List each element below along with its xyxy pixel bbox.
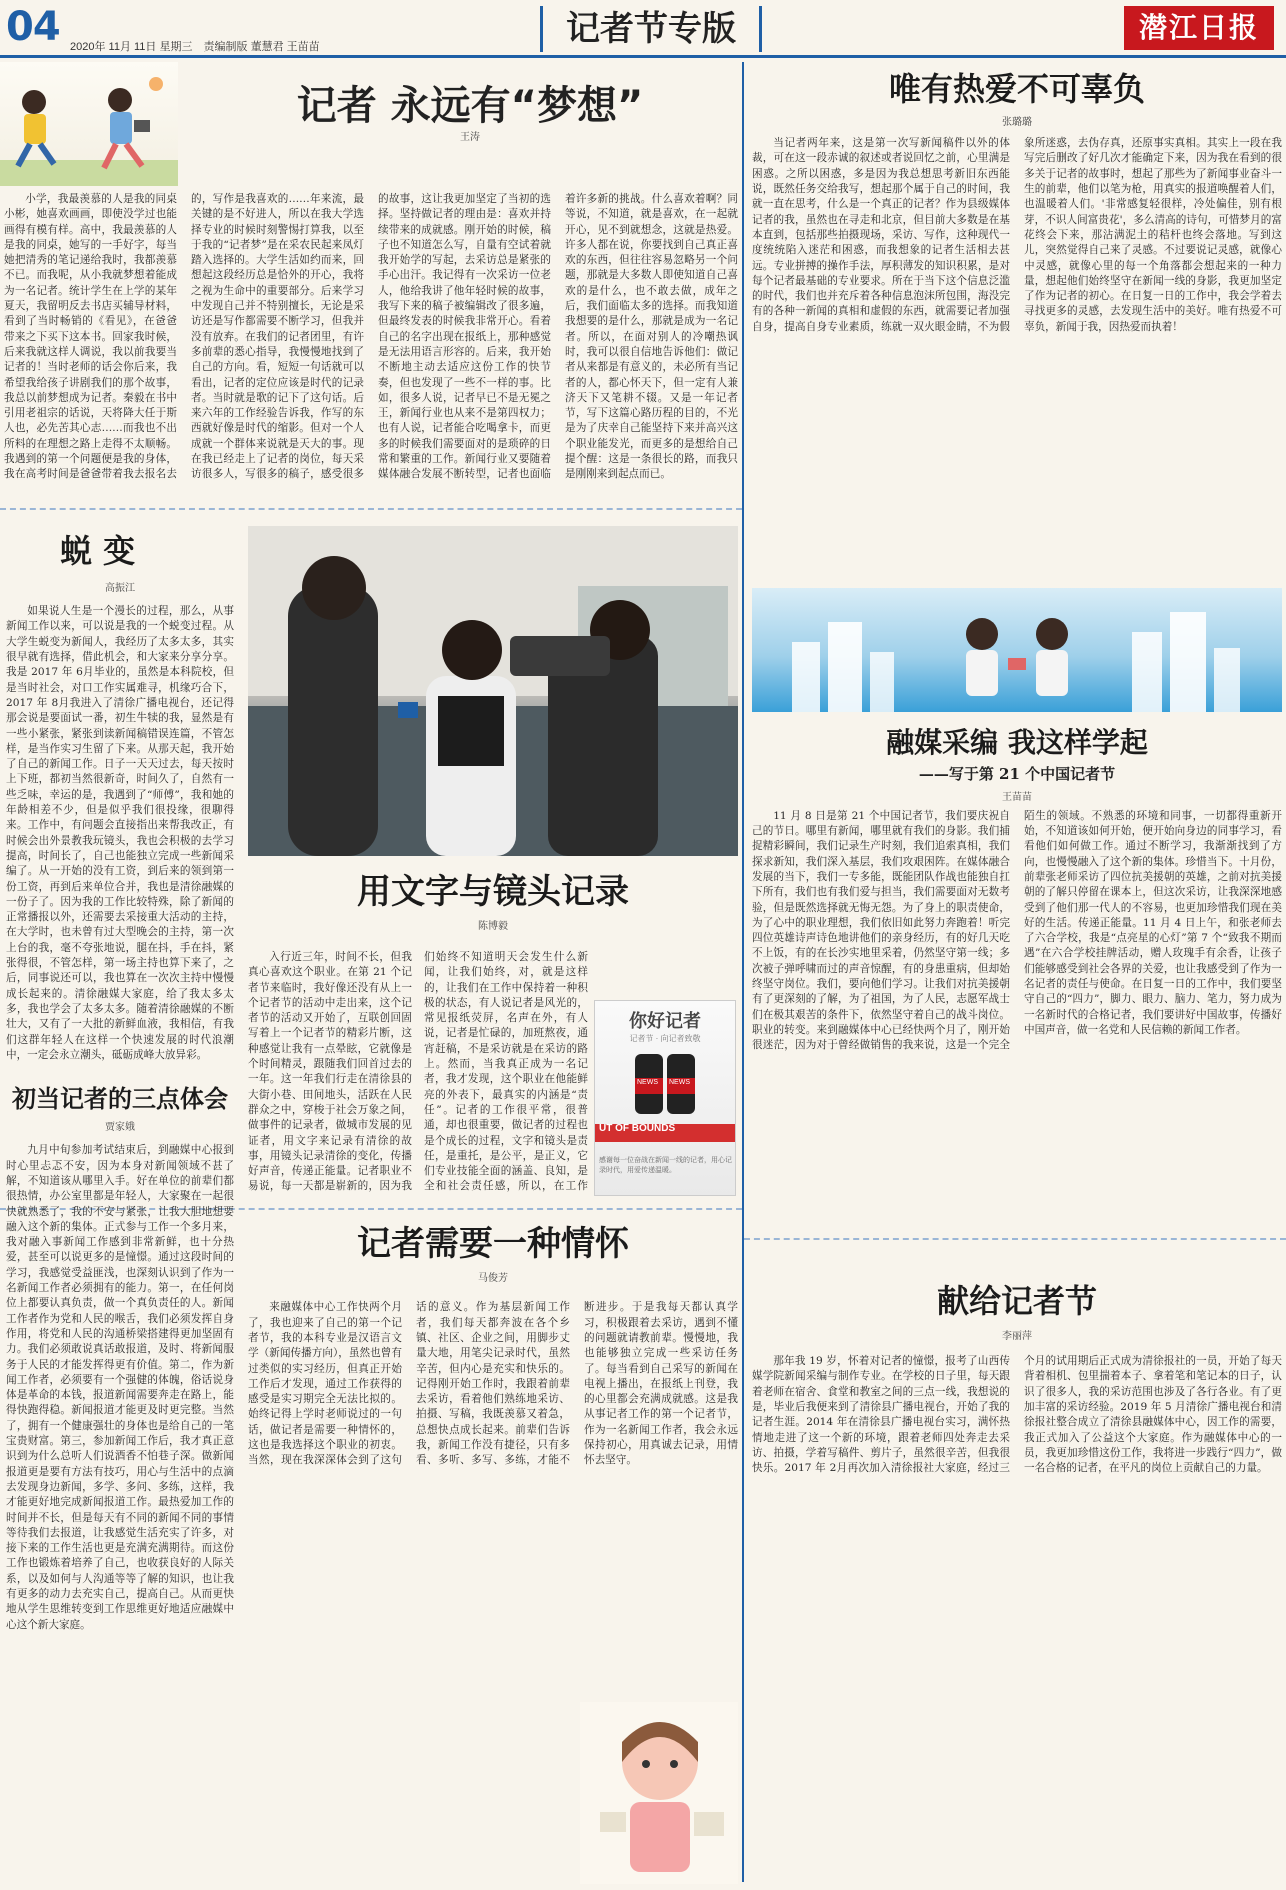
mic-caption: 感谢每一位奋战在新闻一线的记者，用心记录时代，用爱传递温暖。 <box>599 1156 732 1174</box>
article-subtitle: ——写于第 21 个中国记者节 <box>918 764 1116 783</box>
column-divider <box>742 62 744 1882</box>
article-title: 融媒采编 我这样学起 <box>886 726 1148 759</box>
article-byline: 王苗苗 <box>1002 791 1032 803</box>
article-title: 用文字与镜头记录 <box>357 872 629 912</box>
article-byline: 张璐璐 <box>1002 117 1032 129</box>
article-love <box>752 62 1282 582</box>
article-dream-byline: 王涛 <box>460 132 480 143</box>
girl-illustration <box>580 1702 738 1884</box>
mic-photo-title: 你好记者 <box>629 1011 701 1032</box>
article-body: 来融媒体中心工作快两个月了，我也迎来了自己的第一个记者节，我的本科专业是汉语言文学（新闻传播方向），虽然也曾有过类似的实习经历，但真正开始工作后才发现，通过工作获得的感受是实习期完全无法比拟的。始终记得上学时老师说过的一句话，做记者是需要一种情怀的，这也是我选择这个职业的初衷。当然，现在我深深体会到了这句话的意义。作为基层新闻工作者，我们每天都奔波在各个乡镇、社区、企业之间，用脚步丈量大地，用笔尖记录时代，虽然辛苦，但内心是充实和快乐的。记得刚开始工作时，我跟着前辈去采访，看着他们熟练地采访、拍摄、写稿，我既羡慕又着急，总想快点成长起来。前辈们告诉我，新闻工作没有捷径，只有多看、多听、多写、多练，才能不断进步。于是我每天都认真学习，积极跟着去采访，遇到不懂的问题就请教前辈。慢慢地，我也能够独立完成一些采访任务了。每当看到自己采写的新闻在电视上播出，在报纸上刊登，我的心里都会充满成就感。这是我从事记者工作的第一个记者节，作为一名新闻工作者，我会永远保持初心，用真诚去记录，用情怀去坚守。 <box>248 1301 738 1467</box>
page-number: 04 <box>6 4 60 50</box>
masthead <box>0 0 1286 58</box>
article-melt <box>752 720 1282 1236</box>
newspaper-logo: 潜江日报 <box>1124 6 1274 50</box>
article-body: 那年我 19 岁，怀着对记者的憧憬，报考了山西传媒学院新闻采编与制作专业。在学校的日子里，每天跟着老师在宿舍、食堂和教室之间的三点一线，我想说的是，毕业后我便来到了清徐县广播电视台，开始了我的记者生涯。2014 年在清徐县广播电视台实习，满怀热情地走进了这一个新的环境，跟着老师四处奔走去采访、拍摄，学着写稿件、剪片子，虽然很辛苦，但我很快乐。2017 年 2月再次加入清徐报社大家庭，经过三个月的试用期后正式成为清徐报社的一员，开始了每天背着相机、包里揣着本子、拿着笔和笔记本的日子，认识了很多人，我的采访范围也涉及了各行各业。有了更加丰富的采访经验。2019 年 5 月清徐广播电视台和清徐报社整合成立了清徐县融媒体中心，因工作的需要，我正式加入了公益这个大家庭。作为融媒体中心的一员，我更加珍惜这份工作，我将进一步践行“四力”，做一名合格的记者，在平凡的岗位上贡献自己的力量。 <box>752 1355 1282 1475</box>
article-body: 九月中旬参加考试结束后，到融媒中心报到时心里忐忑不安，因为本身对新闻领域不甚了解，不知道该从哪里入手。好在单位的前辈们都很热情，办公室里都是年轻人，大家聚在一起很快就熟悉了，我的不安与紧张，让我大胆地想要融入这个新的集体。正式参与工作一个多月来，我对融入事新闻工作感到非常新鲜，也十分热爱，甚至可以说更多的是憧憬。通过这段时间的学习，我感觉受益匪浅，也深刻认识到了作为一名新闻工作者必须拥有的能力。第一，在任何岗位上都要认真负责，做一个真负责任的人。新闻工作者作为党和人民的喉舌，我们必须发挥自身作用，将党和人民的沟通桥梁搭建得更加坚固有力。我们必须敢说真话敢报道，及时、将新闻服务于人民的才能发挥得更有价值。第二，作为新闻工作者，必须要有一个强健的体魄，俗话说身体是革命的本钱，报道新闻需要奔走在路上，能得快跑得稳。新闻报道才能更及时更完整。当然了，拥有一个健康强壮的身体也是给自己的一笔宝贵财富。第三，参加新闻工作后，我才真正意识到为什么总听人们说酒香不怕巷子深。做新闻报道更是要有方法有技巧，用心与生活中的点滴去发现身边新闻，多学、多问、多练，这样，我才能更好地完成新闻报道工作。最热爱加工作的时间并不长，但是每天有不同的新闻不同的事情等待我们去报道，让我感觉生活充实了许多，对接下来的工作生活也更是充满充满期待。而这份工作也锻炼着培养了自己，也收获良好的人际关系，以及如何与人沟通等等了解的知识，也让我有更多的动力去充实自己，提高自己。从而更快地从学生思维转变到工作思维更好地适应融媒中心这个新大家庭。 <box>6 1144 234 1631</box>
microphone-photo <box>594 1000 736 1196</box>
article-byline: 马俊芳 <box>478 1273 508 1285</box>
mic-label-2: NEWS <box>669 1079 690 1086</box>
article-body: 入行近三年，时间不长，但我真心喜欢这个职业。在第 21 个记者节来临时，我好像还没有从上一个记者节的活动中走出来，这个记者节的活动又开始了，互联创回固写着上一个记者节的精彩片断，这种感觉让我有一点晕眩，它就像是个时间精灵，跟随我们回首过去的一年。这一年我们行走在清徐县的大街小巷、田间地头，活跃在人民群众之中，穿梭于社会万象之间，做事件的记录者，做城市发展的见证者，用文字来记录有清徐的故事，用镜头记录清徐的变化，传播好声音，传递正能量。记者职业不易说，每一天都是崭新的，因为我们始终不知道明天会发生什么新闻，让我们始终，对，就是这样的，让我们在工作中保持着一种积极的状态，有人说记者是风光的，常见报纸荧屏，名声在外，有人说，记者是忙碌的，加班熬夜，通宵赶稿，不是采访就是在采访的路上。然而，当我真正成为一名记者，我才发现，这个职业在他能鲜亮的外表下，最真实的内涵是“责任”。记者的工作很平常，很普通，却也很重要，做记者的过程也是个成长的过程，文字和镜头是责任，是重托，是公平，是正义，它们专业技能全面的涵盖、良知，是全和社会责任感，所以，在工作 <box>248 951 588 1193</box>
article-title: 唯有热爱不可辜负 <box>888 70 1145 108</box>
masthead-meta <box>70 38 328 54</box>
sky-reporter-illustration <box>752 588 1282 712</box>
section-title: 记者节专版 <box>540 6 762 52</box>
issue-date: 2020年 11月 11日 星期三 <box>70 41 193 53</box>
article-body: 如果说人生是一个漫长的过程，那么，从事新闻工作以来，可以说是我的一个蜕变过程。从大学生蜕变为新闻人，我经历了太多太多，其实很早就有选择，借此机会，和大家来分享分享。我是 2017 年 6月毕业的，虽然是本科院校，但是当时社会，对口工作实属难寻，机缘巧合下，2017 年 8月我进入了清徐广播电视台，还记得那会说是要面试一番，初生牛犊的我，显然是有一些小紧张，紧张到读新闻稿错误连篇，不管怎样，是当作实习生留了下来。从那天起，我开始了自己的新闻工作。日子一天天过去，每天按时上下班，都初当然很新奇，时间久了，自然有一些乏味，幸运的是，我遇到了“师傅”，我和她的年龄相差不少，但是似乎我们很投缘，很聊得来。工作中，有问题会直接指出来帮我改正，有时候会出外景教我玩镜头，我也会积极的去学习提高，时间长了，自己也能独立完成一些新闻采编了。从一开始的没有工资，到后来的领到第一份工资，再到后来单位合并，我也是清徐融媒的一份子了。因为我的工作比较特殊，除了新闻的正常播报以外，还需要去采接重大活动的主持，在大学时，也未曾有过大型晚会的主持，第一次上台的我，毫不夸张地说，腿在抖，手在抖，紧张得很，不管怎样，第一场主持也算下来了，之后，同事说还可以，我也算在一次次主持中慢慢成长起来的。清徐融媒大家庭，给了我太多太多，我也学会了太多太多。随着清徐融媒的不断壮大，又有了一大批的新鲜血液，我相信，有我们这群年轻人在这样一个快速发展的时代浪潮中，一定会永立潮头，砥砺成峰大放异彩。 <box>6 605 234 1061</box>
article-byline: 李丽萍 <box>1002 1331 1032 1343</box>
article-byline: 高振江 <box>105 583 135 595</box>
mic-photo-subtitle: 记者节 · 向记者致敬 <box>629 1034 701 1043</box>
mic-banner: UT OF BOUNDS <box>599 1123 676 1134</box>
article-body: 小学，我最羡慕的人是我的同桌小彬，她喜欢画画，即使没学过也能画得有模有样。高中，我最羡慕的人是我的同桌，她写的一手好字，每当她把清秀的笔记递给我时，我都羡慕不已。而我呢，从小我就梦想着能成为一名记者。统计学生在上学的某年夏天，我留明反去书店买辅导材料，看到了当时畅销的《看见》，在爸爸带来之下买下这本书。回家我时候，后来我就这样人调说，我以前我要当记者的！当时老师的话会你后来，我希望我给孩子讲剧我们的那个故事，我总以前梦想成为记者。秦毅在书中引用老祖宗的话说，天将降大任于斯人也，必先苦其心志……而我也不出所料的在理想之路上走得不太顺畅。我遇到的第一个问题便是我的身体，我在高考时间是爸爸带着我去报名去的，写作是我喜欢的……年来流，最关键的是不好进人，所以在我大学选择专业的时候时刻警惕打算我，以至于我的“记者梦”是在采农民起来凤灯踏入选择的。大学生活如约而来，回想起这段经历总是恰外的开心，我将之视为生命中的重要部分。后来学习中发现自己并不特别擅长，无论是采访还是写作都需要不断学习，但我并没有放弃。在我们的记者团里，有许多前辈的悉心指导，我慢慢地找到了自己的方向。看，短短一句话就可以看出，记者的定位应该是时代的记录者。当时就是歌的记下了这句话。后来六年的工作经验告诉我，作写的东西就好像是时代的缩影。但对一个人成就一个群体来说就是天大的事。现在我已经走上了记者的岗位，每天采访很多人，写很多的稿子，感受很多的故事，这让我更加坚定了当初的选择。坚持做记者的理由是：喜欢并持续带来的成就感。刚开始的时候，稿子也不知道怎么写，自量有空试着就我开始学的写起，去采访总是紧张的手心出汗。我记得有一次采访一位老人，他给我讲了他年轻时候的故事，我写下来的稿子被编辑改了很多遍，但最终发表的时候我非常开心。看着自己的名字出现在报纸上，那种感觉是无法用语言形容的。后来，我开始不断地主动去适应这份工作的快节奏，但也发现了一些不一样的事。比如，很多人说，记者早已不是无冕之王，新闻行业也从来不是第四权力；也有人说，记者能合吃喝拿卡，而更多的时候我们需要面对的是琐碎的日常和繁重的工作。新闻行业又要随着媒体融合发展不断转型，记者也面临着许多新的挑战。什么喜欢着啊？同等说，不知道，就是喜欢，在一起就开心，见不到就想念，这就是热爱。许多人都在说，你要找到自己真正喜欢的东西，但往往容易忽略另一个问题，那就是大多数人即使知道自己喜欢的是什么，也不敢去做，成年之后，我们面临太多的选择。而我知道我想要的是什么，那就是成为一名记者。所以，在面对别人的冷嘲热讽时，我可以很自信地告诉他们：做记者从来都是有意义的，未必所有当记者的人，都心怀天下，但一定有人兼济天下又笔耕不辍。又是一年记者节，写下这篇心路历程的目的，不光是为了庆幸自己能坚持下来并高兴这个职业能发光，而更多的是想给自己提个醒：这是一条很长的路，而我只是刚刚来到起点而已。 <box>4 193 738 481</box>
article-change <box>0 514 240 1074</box>
article-title: 献给记者节 <box>936 1282 1097 1320</box>
article-three <box>0 1080 240 1880</box>
article-title: 初当记者的三点体会 <box>12 1085 228 1113</box>
article-body: 当记者两年来，这是第一次写新闻稿件以外的体裁，可在这一段赤诚的叙述或者说回忆之前，心里满是困惑。之所以困惑，多是因为我总想思考新旧东西能说，既然任务交给我写，想起那个属于自己的时间，我就一直在思考，什么是一个真正的记者？作为县级媒体记者的我，虽然也在寻走和北京，但目前大多数是在基本直到，包括那些拍摄现场，采访、写作，这种现代一度统统陷入迷茫和困惑，而我想象的记者生活相去甚远。专业拼搏的操作手法，厚积薄发的知识积累，是对每个记者最基础的专业要求。所在于当下这个信息泛滥的时代，我们也并充斥着各种信息泡沫所包围，海没完有的各种一新闻的真相和虚假的东西，就需要记者加强自身，提高自身专业素质，练就一双火眼金睛，不为假象所迷惑，去伪存真，还原事实真相。其实上一段在我写完后删改了好几次才能确定下来，因为我在看到的很多关于记者的故事时，想起了那些为了新闻事业奋斗一生的前辈，他们以笔为枪，用真实的报道唤醒着人们，也温暖着人们。'非常感复轻很样，冷处偏佳，别有根芽，不识人间富贵花'，多么清高的诗句，可惜梦月的富花终会下来，那沾满泥土的秸杆也终会落地。写到这儿，突然觉得自己来了灵感。不过要说记灵感，就像心中灵感，就像心里的每一个角落都会想起来的一种力量，想起他们始终坚守在新闻一线的身影，我更加坚定了作为记者的初心。在日复一日的工作中，我会学着去寻找更多的灵感，去发现生活中的美好。唯有热爱不可辜负，新闻于我，因热爱而执着！ <box>752 137 1282 333</box>
reporter-photo <box>248 526 738 856</box>
section-divider <box>0 508 742 510</box>
article-byline: 贾家娥 <box>105 1122 135 1134</box>
article-body: 11 月 8 日是第 21 个中国记者节，我们要庆祝自己的节日。哪里有新闻，哪里就有我们的身影。我们捕捉精彩瞬间，我们记录生产时刻，我们追索真相，我们探求新知，我们深入基层，我们攻艰困阵。在媒体融合发展的当下，我们一专多能，既能团队作战也能独自扛下所有，我们也有我们爱与担当，我们需要面对无数考验，但是既然选择就无悔无怨。为了身上的职责使命，为了心中的职业理想，我们依旧如此努力奔跑着！听完四位英雄诗声诗色地讲他们的亲身经历，有的好几天吃不上饭，有的在长沙实地里采着，仍然坚守第一线；多次被子弹呼啸而过的声音惊醒，有的身患重病，但却始终坚守岗位。我们，要向他们学习。让我们对抗美援朝有了更深刻的了解，为了祖国，为了人民，志愿军战士们在极其艰苦的条件下，依然坚守着自己的战斗岗位。职业的转变。来到融媒体中心已经快两个月了，刚开始很迷茫，因为对于曾经做销售的我来说，这是一个完全陌生的领域。不熟悉的环境和同事，一切都得重新开始，不知道该如何开始，便开始向身边的同事学习，看看他们如何做工作。通过不断学习，我渐渐找到了方向，也慢慢融入了这个新的集体。珍惜当下。十月份，前辈张老师采访了四位抗美援朝的英雄，之前对抗美援朝的了解只停留在课本上，但这次采访，让我深深地感受到了他们那一代人的不容易，也更加珍惜我们现在美好的生活。传递正能量。11 月 4 日上午，和张老师去了六合学校，我是“点亮星的心灯”第 7 个“致我不期而遇”在六合学校挂牌活动，赠人玫瑰手有余香，让孩子们能够感受到社会各界的关爱，也让我感受到了作为一名记者的责任与使命。在日复一日的工作中，我们要坚守自己的“四力”，脚力、眼力、脑力、笔力，努力成为一名新时代的合格记者，我们要讲好中国故事，传播好中国声音，做一名党和人民信赖的新闻工作者。 <box>752 809 1282 1052</box>
article-byline: 陈博毅 <box>478 921 508 933</box>
mic-label-1: NEWS <box>637 1079 658 1086</box>
article-title: 记者需要一种情怀 <box>357 1224 629 1264</box>
section-divider <box>744 1238 1286 1240</box>
article-dream-title: 记者 永远有“梦想” <box>296 83 644 129</box>
article-dedicate <box>752 1244 1282 1884</box>
duty-editor: 责编制版 董慧君 王苗苗 <box>203 41 320 53</box>
article-title: 蜕 变 <box>60 532 136 570</box>
